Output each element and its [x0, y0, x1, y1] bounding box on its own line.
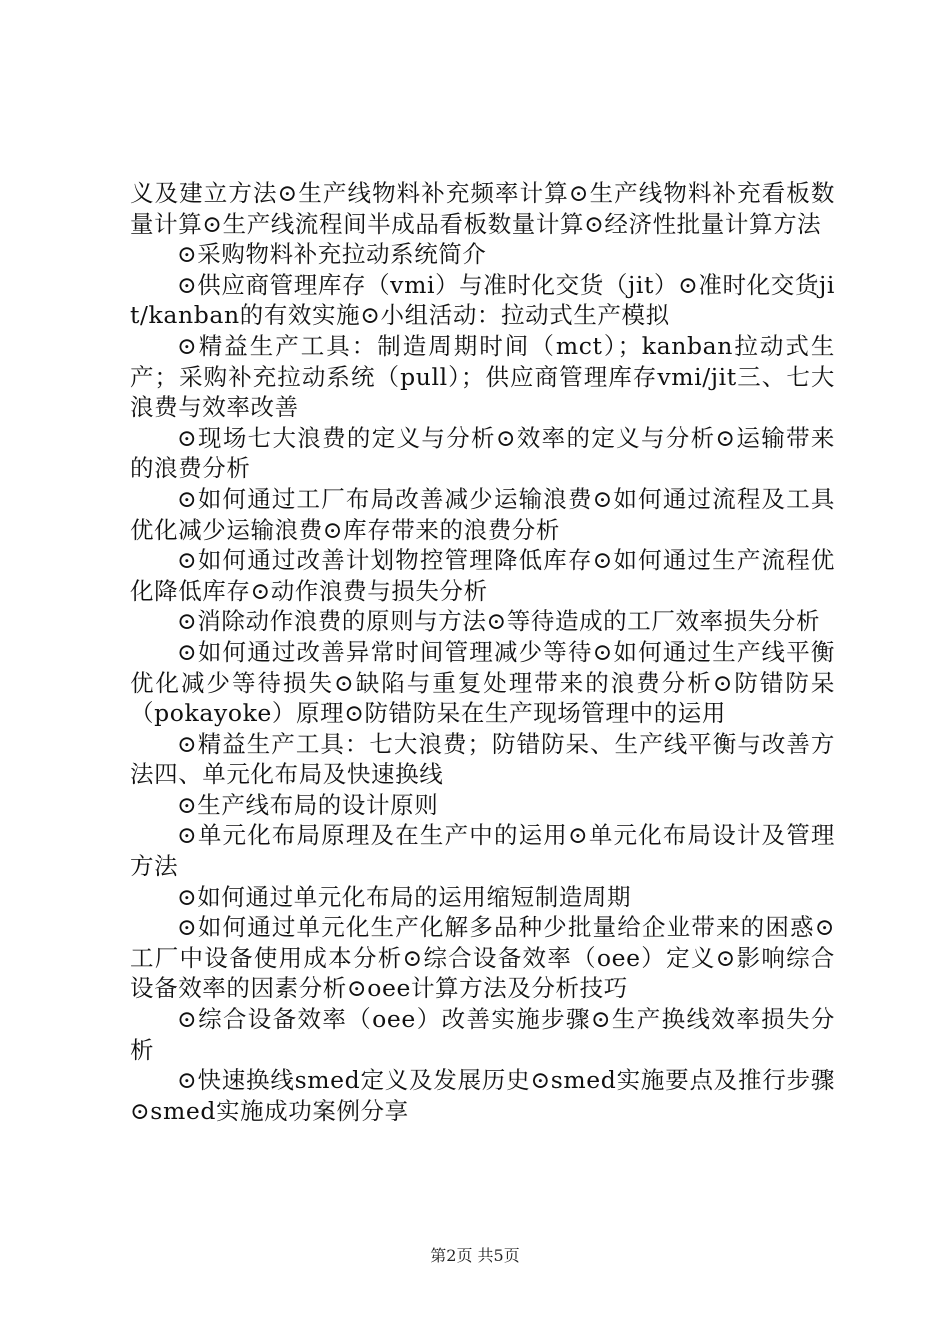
- paragraph: ⊙快速换线smed定义及发展历史⊙smed实施要点及推行步骤⊙smed实施成功案例分享: [130, 1066, 835, 1125]
- paragraph: ⊙如何通过工厂布局改善减少运输浪费⊙如何通过流程及工具优化减少运输浪费⊙库存带来的浪费分析: [130, 484, 835, 544]
- paragraph: ⊙精益生产工具：制造周期时间（mct）；kanban拉动式生产；采购补充拉动系统（pull）；供应商管理库存vmi/jit三、七大浪费与效率改善: [130, 331, 835, 422]
- paragraph: ⊙综合设备效率（oee）改善实施步骤⊙生产换线效率损失分析: [130, 1005, 835, 1064]
- paragraph: ⊙如何通过改善计划物控管理降低库存⊙如何通过生产流程优化降低库存⊙动作浪费与损失分析: [130, 546, 835, 605]
- page-footer: [0, 1243, 950, 1266]
- paragraph: ⊙消除动作浪费的原则与方法⊙等待造成的工厂效率损失分析: [177, 607, 821, 636]
- paragraph: ⊙如何通过单元化布局的运用缩短制造周期: [177, 882, 632, 911]
- paragraph: ⊙生产线布局的设计原则: [177, 790, 439, 819]
- paragraph: ⊙采购物料补充拉动系统简介: [177, 240, 487, 269]
- paragraph: ⊙如何通过改善异常时间管理减少等待⊙如何通过生产线平衡优化减少等待损失⊙缺陷与重复处理带来的浪费分析⊙防错防呆（pokayoke）原理⊙防错防呆在生产现场管理中的运用: [130, 637, 835, 728]
- paragraph: 义及建立方法⊙生产线物料补充频率计算⊙生产线物料补充看板数量计算⊙生产线流程间半成品看板数量计算⊙经济性批量计算方法: [130, 179, 835, 238]
- paragraph: ⊙精益生产工具：七大浪费；防错防呆、生产线平衡与改善方法四、单元化布局及快速换线: [130, 729, 835, 789]
- paragraph: ⊙供应商管理库存（vmi）与准时化交货（jit）⊙准时化交货jit/kanban的有效实施⊙小组活动：拉动式生产模拟: [130, 270, 835, 330]
- paragraph: ⊙单元化布局原理及在生产中的运用⊙单元化布局设计及管理方法: [130, 821, 835, 881]
- document-body: [130, 178, 835, 1126]
- page-number-label: 第2页 共5页: [430, 1246, 520, 1265]
- paragraph: ⊙如何通过单元化生产化解多品种少批量给企业带来的困惑⊙工厂中设备使用成本分析⊙综合设备效率（oee）定义⊙影响综合设备效率的因素分析⊙oee计算方法及分析技巧: [130, 913, 835, 1003]
- paragraph: ⊙现场七大浪费的定义与分析⊙效率的定义与分析⊙运输带来的浪费分析: [130, 423, 835, 483]
